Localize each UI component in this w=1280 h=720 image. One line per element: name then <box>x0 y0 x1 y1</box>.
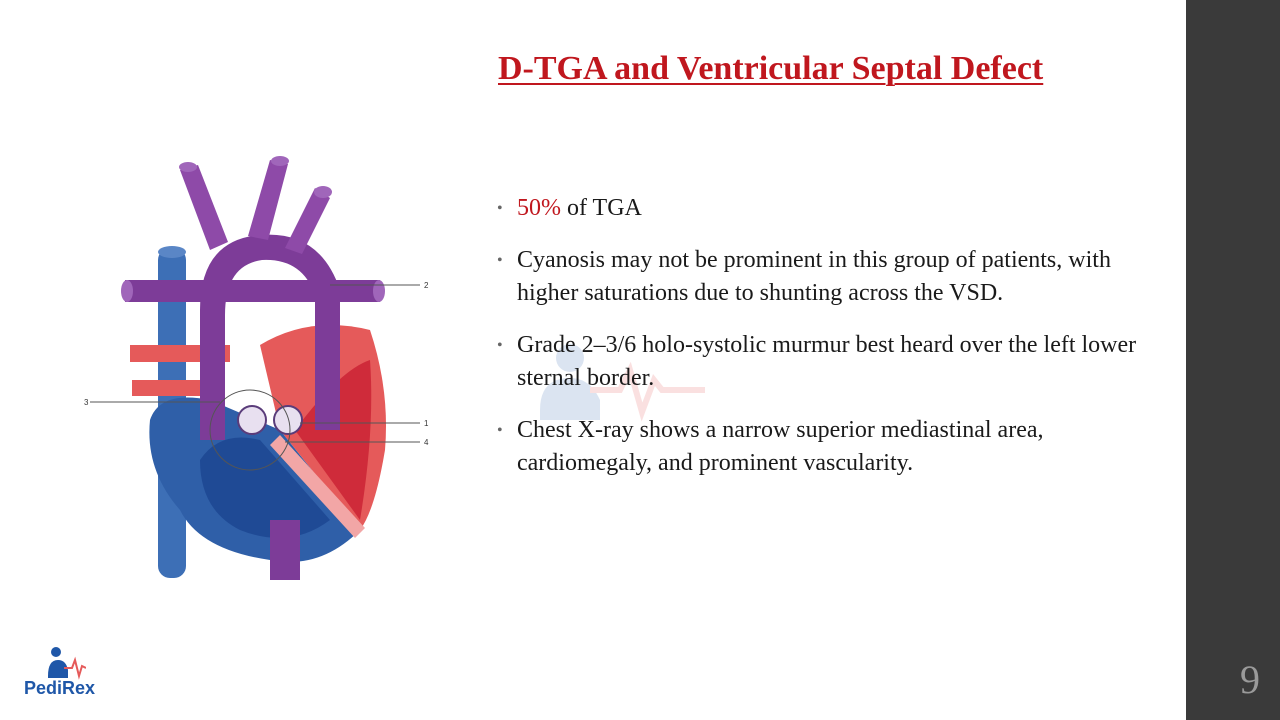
bullet-accent: 50% <box>517 195 561 221</box>
bullet-text: of TGA <box>561 195 642 221</box>
bullet-text: Cyanosis may not be prominent in this group of patients, with higher saturations due to shunting across the VSD. <box>517 247 1111 306</box>
logo-text: PediRex <box>24 678 96 698</box>
bullet-list <box>497 192 1137 499</box>
diagram-label-1: 1 <box>424 419 429 428</box>
bullet-item <box>497 244 1137 310</box>
bullet-item <box>497 329 1137 395</box>
sidebar-bar <box>1186 0 1280 720</box>
diagram-label-3: 3 <box>84 398 89 407</box>
page-number: 9 <box>1240 657 1260 702</box>
pedirex-logo <box>14 632 112 712</box>
bullet-text: Grade 2–3/6 holo-systolic murmur best heard over the left lower sternal border. <box>517 332 1137 391</box>
bullet-text: Chest X-ray shows a narrow superior mediastinal area, cardiomegaly, and prominent vascularity. <box>517 417 1044 476</box>
slide-title: D-TGA and Ventricular Septal Defect <box>498 50 1044 87</box>
heart-diagram <box>70 130 470 590</box>
diagram-label-4: 4 <box>424 438 429 447</box>
diagram-label-2: 2 <box>424 281 429 290</box>
aorta <box>200 235 340 440</box>
pulmonary-artery <box>125 280 380 302</box>
bullet-item <box>497 414 1137 480</box>
bullet-item <box>497 192 1137 225</box>
